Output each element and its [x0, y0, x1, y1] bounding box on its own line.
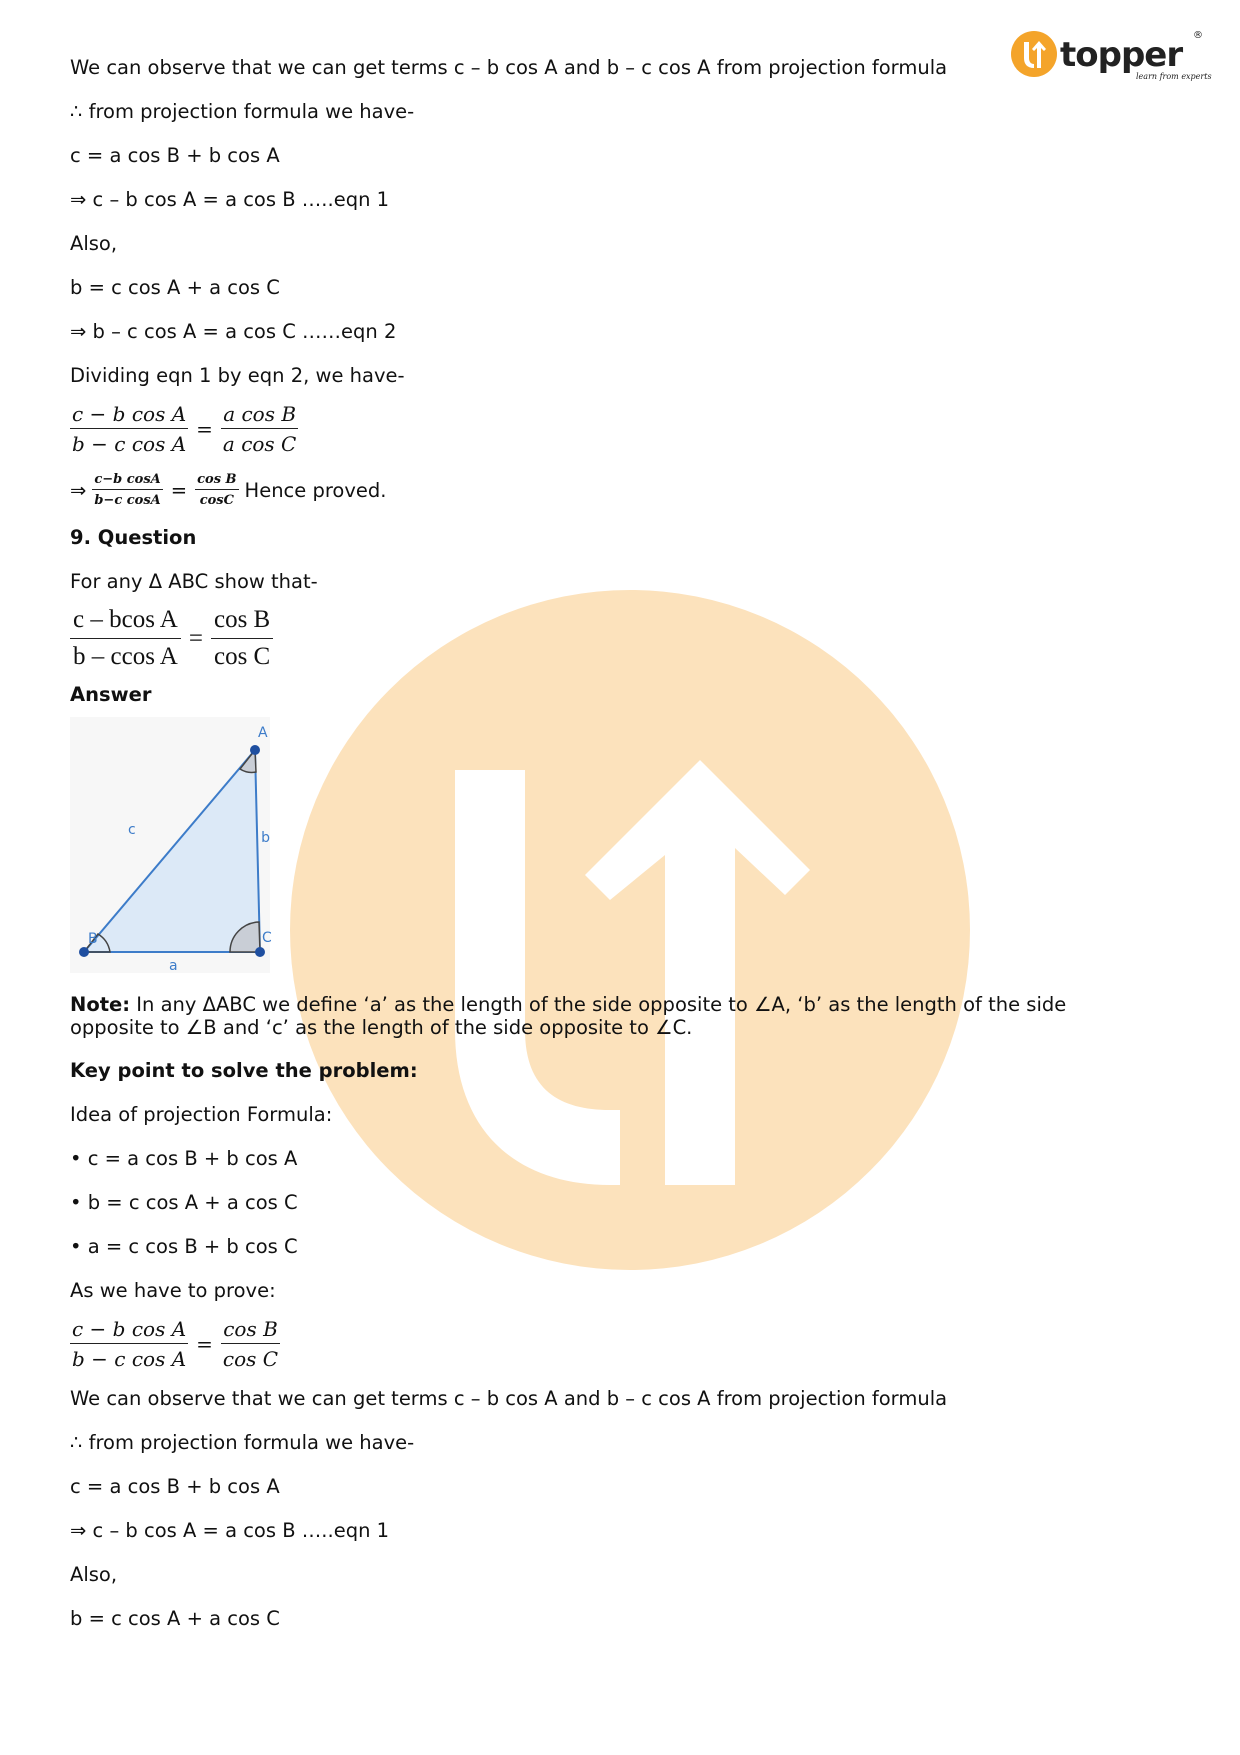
vertex-label-c: C — [262, 930, 272, 946]
triangle-diagram — [70, 717, 1130, 973]
vertex-c — [255, 947, 265, 957]
denominator: cos C — [213, 643, 271, 670]
equals-sign: = — [188, 624, 203, 652]
logo-tagline: learn from experts — [1136, 72, 1212, 81]
numerator: cos B — [221, 1317, 280, 1344]
equals-sign: = — [170, 478, 188, 502]
equation-line: b = c cos A + a cos C — [70, 1607, 280, 1630]
question-equation — [70, 606, 1130, 671]
vertex-b — [79, 947, 89, 957]
note-paragraph — [70, 993, 1130, 1039]
denominator: cosC — [199, 493, 234, 508]
implies-arrow: ⇒ — [70, 478, 87, 502]
fraction-conclusion — [70, 472, 1130, 508]
keypoint-heading: Key point to solve the problem: — [70, 1059, 418, 1082]
equation-line: ⇒ c – b cos A = a cos B …..eqn 1 — [70, 1519, 390, 1542]
vertex-label-b: B — [88, 931, 98, 947]
side-label-b: b — [261, 830, 270, 846]
logo-wordmark: topper — [1060, 35, 1183, 75]
logo-circle — [1011, 31, 1057, 77]
fraction-rhs — [195, 472, 238, 508]
equation-line: c = a cos B + b cos A — [70, 144, 280, 167]
text-line: Also, — [70, 1563, 118, 1586]
formula-bullet: • c = a cos B + b cos A — [70, 1147, 298, 1170]
question-prompt: For any Δ ABC show that- — [70, 570, 318, 593]
denominator: cos C — [222, 1347, 279, 1371]
fraction-rhs — [221, 1317, 280, 1371]
equation-line: ⇒ c – b cos A = a cos B …..eqn 1 — [70, 188, 390, 211]
document-body — [70, 56, 1130, 1651]
equation-line: c = a cos B + b cos A — [70, 1475, 280, 1498]
numerator: c − b cos A — [70, 1317, 188, 1344]
denominator: b – ccos A — [73, 643, 178, 670]
text-line: ∴ from projection formula we have- — [70, 100, 415, 123]
note-text: In any ΔABC we define ‘a’ as the length of the side opposite to ∠A, ‘b’ as the length of the side opposite to ∠B and ‘c’ as the length of the side opposite to ∠C. — [70, 993, 1067, 1039]
numerator: cos B — [211, 606, 273, 639]
side-label-a: a — [169, 958, 178, 974]
equation-line: ⇒ b – c cos A = a cos C ……eqn 2 — [70, 320, 397, 343]
fraction-lhs — [92, 472, 162, 508]
hence-proved-text: Hence proved. — [244, 478, 387, 502]
answer-heading: Answer — [70, 683, 152, 706]
keypoint-intro: Idea of projection Formula: — [70, 1103, 333, 1126]
denominator: b−c cosA — [94, 493, 161, 508]
equation-line: b = c cos A + a cos C — [70, 276, 280, 299]
fraction-lhs — [70, 402, 188, 456]
question-heading: 9. Question — [70, 526, 197, 549]
equals-sign: = — [196, 417, 213, 441]
note-label: Note: — [70, 993, 131, 1016]
denominator: b − c cos A — [72, 1347, 187, 1371]
text-line: We can observe that we can get terms c – b cos A and b – c cos A from projection formula — [70, 1387, 948, 1410]
text-line: Also, — [70, 232, 118, 255]
formula-bullet: • b = c cos A + a cos C — [70, 1191, 298, 1214]
fraction-rhs — [211, 606, 273, 671]
fraction-lhs — [70, 606, 181, 671]
fraction-equation — [70, 402, 1130, 456]
vertex-a — [250, 745, 260, 755]
topper-logo — [1010, 26, 1210, 86]
fraction-lhs — [70, 1317, 188, 1371]
denominator: b − c cos A — [72, 432, 187, 456]
vertex-label-a: A — [258, 725, 268, 741]
prove-intro: As we have to prove: — [70, 1279, 276, 1302]
formula-bullet: • a = c cos B + b cos C — [70, 1235, 298, 1258]
side-label-c: c — [128, 822, 136, 838]
logo-registered-mark: ® — [1193, 30, 1203, 41]
numerator: c – bcos A — [70, 606, 181, 639]
denominator: a cos C — [222, 432, 297, 456]
numerator: c−b cosA — [92, 472, 162, 490]
text-line: Dividing eqn 1 by eqn 2, we have- — [70, 364, 405, 387]
fraction-equation — [70, 1317, 1130, 1371]
equals-sign: = — [196, 1332, 213, 1356]
text-line: We can observe that we can get terms c – b cos A and b – c cos A from projection formula — [70, 56, 948, 79]
fraction-rhs — [221, 402, 298, 456]
text-line: ∴ from projection formula we have- — [70, 1431, 415, 1454]
numerator: a cos B — [221, 402, 298, 429]
numerator: cos B — [195, 472, 238, 490]
numerator: c − b cos A — [70, 402, 188, 429]
